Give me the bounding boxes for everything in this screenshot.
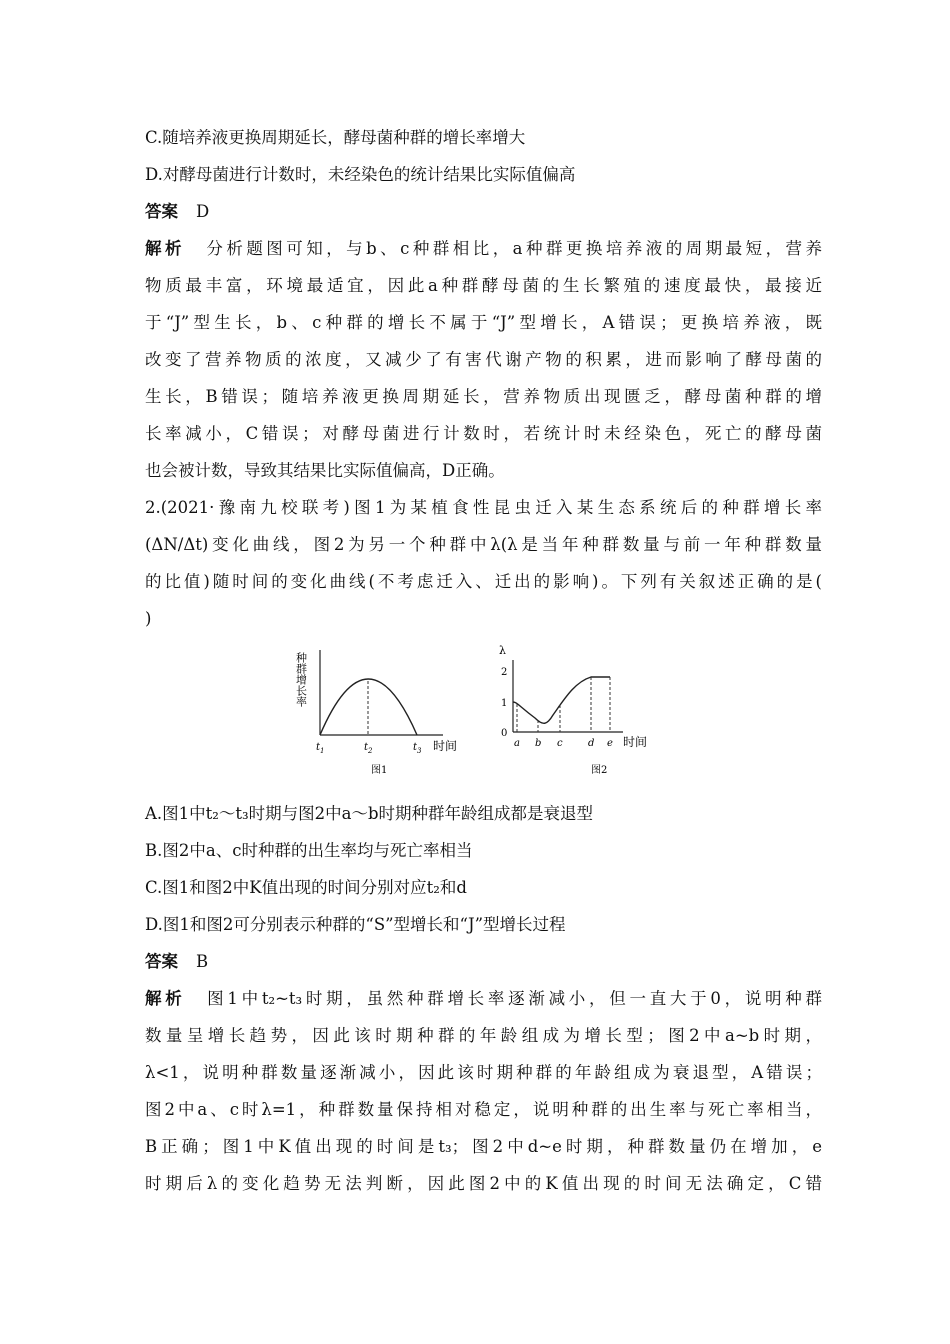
fig2-xtick-b: b bbox=[535, 738, 542, 749]
q1-analysis-line-2: 物质最丰富，环境最适宜，因此a种群酵母菌的生长繁殖的速度最快，最接近 bbox=[145, 276, 822, 295]
fig2-ytick-0: 0 bbox=[501, 728, 508, 739]
q2-option-a: A.图1中t₂～t₃时期与图2中a～b时期种群年龄组成都是衰退型 bbox=[145, 804, 594, 823]
fig1-caption: 图1 bbox=[371, 765, 388, 776]
analysis-text: 图1中t₂~t₃时期，虽然种群增长率逐渐减小，但一直大于0，说明种群 bbox=[203, 989, 823, 1008]
q1-analysis-line-3: 于“J”型生长，b、c种群的增长不属于“J”型增长，A错误；更换培养液，既 bbox=[145, 313, 822, 332]
q1-analysis-line-7: 也会被计数，导致其结果比实际值偏高，D正确。 bbox=[145, 461, 505, 480]
fig2-ylabel: λ bbox=[499, 644, 506, 657]
figure1 bbox=[295, 650, 457, 776]
fig2-xlabel: 时间 bbox=[623, 735, 648, 749]
fig1-xlabel: 时间 bbox=[433, 739, 458, 753]
fig2-xtick-c: c bbox=[557, 738, 563, 749]
q1-option-d: D.对酵母菌进行计数时，未经染色的统计结果比实际值偏高 bbox=[145, 165, 576, 184]
fig1-tick-t1: $t_1$ bbox=[316, 742, 325, 755]
q2-stem-line-2: (ΔN/Δt)变化曲线，图2为另一个种群中λ(λ是当年种群数量与前一年种群数量 bbox=[145, 535, 822, 554]
q2-stem-line-3: 的比值)随时间的变化曲线(不考虑迁入、迁出的影响)。下列有关叙述正确的是( bbox=[145, 572, 822, 591]
fig1-ylabel: 种群增长率 bbox=[295, 652, 308, 707]
q2-analysis-line-5: B正确；图1中K值出现的时间是t₃；图2中d~e时期，种群数量仍在增加，e bbox=[145, 1137, 822, 1156]
fig1-tick-t2: $t_2$ bbox=[364, 742, 373, 755]
q1-analysis-line-6: 长率减小，C错误；对酵母菌进行计数时，若统计时未经染色，死亡的酵母菌 bbox=[145, 424, 822, 443]
q2-analysis-line-4: 图2中a、c时λ=1，种群数量保持相对稳定，说明种群的出生率与死亡率相当， bbox=[145, 1100, 822, 1119]
q2-option-b: B.图2中a、c时种群的出生率均与死亡率相当 bbox=[145, 841, 473, 860]
q2-option-d: D.图1和图2可分别表示种群的“S”型增长和“J”型增长过程 bbox=[145, 915, 566, 934]
q1-analysis-line-5: 生长，B错误；随培养液更换周期延长，营养物质出现匮乏，酵母菌种群的增 bbox=[145, 387, 822, 406]
answer-label: 答案 bbox=[145, 952, 178, 971]
analysis-text: 分析题图可知，与b、c种群相比，a种群更换培养液的周期最短，营养 bbox=[202, 239, 823, 258]
fig1-tick-t3: $t_3$ bbox=[413, 742, 422, 755]
q1-analysis-line-1 bbox=[145, 237, 822, 261]
answer-value: D bbox=[196, 202, 210, 221]
answer-value: B bbox=[196, 952, 209, 971]
fig2-xtick-e: e bbox=[607, 738, 613, 749]
q1-answer bbox=[145, 200, 822, 224]
fig2-caption: 图2 bbox=[591, 765, 608, 776]
analysis-label: 解析 bbox=[145, 239, 185, 258]
q1-option-c: C.随培养液更换周期延长，酵母菌种群的增长率增大 bbox=[145, 128, 526, 147]
fig2-curve bbox=[513, 677, 610, 723]
fig2-xtick-a: a bbox=[514, 738, 520, 749]
q2-analysis-line-3: λ<1，说明种群数量逐渐减小，因此该时期种群的年龄组成为衰退型，A错误； bbox=[145, 1063, 822, 1082]
figure2 bbox=[499, 644, 647, 776]
analysis-label: 解析 bbox=[145, 989, 186, 1008]
q2-stem-line-4: ) bbox=[145, 609, 152, 628]
answer-label: 答案 bbox=[145, 202, 178, 221]
figure-panel bbox=[295, 640, 665, 780]
q1-analysis-line-4: 改变了营养物质的浓度，又减少了有害代谢产物的积累，进而影响了酵母菌的 bbox=[145, 350, 822, 369]
q2-analysis-line-6: 时期后λ的变化趋势无法判断，因此图2中的K值出现的时间无法确定，C错 bbox=[145, 1174, 822, 1193]
q2-analysis-line-1 bbox=[145, 987, 822, 1011]
fig2-ytick-2: 2 bbox=[501, 667, 508, 678]
q2-analysis-line-2: 数量呈增长趋势，因此该时期种群的年龄组成为增长型；图2中a~b时期， bbox=[145, 1026, 822, 1045]
q2-answer bbox=[145, 950, 822, 974]
q2-option-c: C.图1和图2中K值出现的时间分别对应t₂和d bbox=[145, 878, 467, 897]
fig2-xtick-d: d bbox=[588, 738, 595, 749]
fig2-ytick-1: 1 bbox=[501, 698, 508, 709]
q2-stem-line-1: 2.(2021·豫南九校联考)图1为某植食性昆虫迁入某生态系统后的种群增长率 bbox=[145, 498, 822, 517]
